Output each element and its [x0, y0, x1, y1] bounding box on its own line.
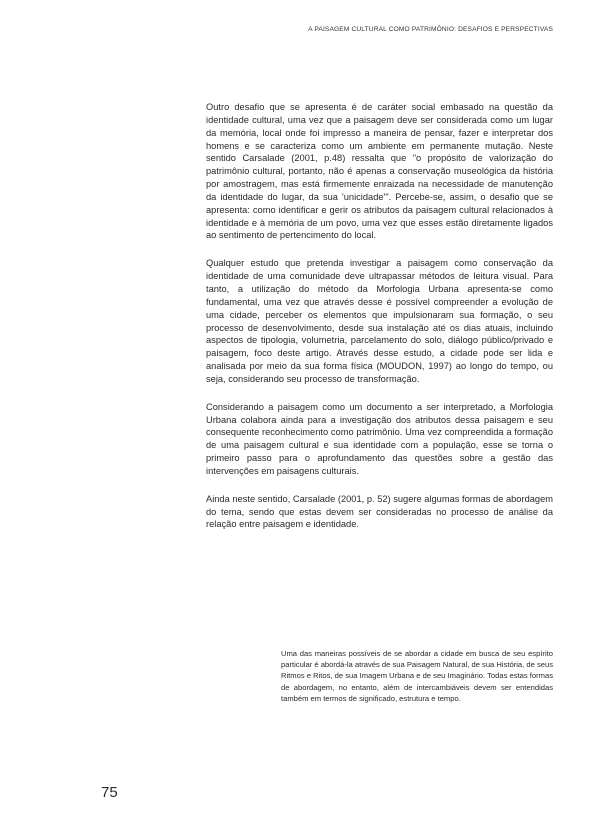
- paragraph-2: Qualquer estudo que pretenda investigar a paisagem como conservação da identidade de uma comunidade deve ultrapassar métodos de leitura visual. Para tanto, a utilização do método da Morfologia Urbana apresenta-se como fundamental, uma vez que através desse é possível compreender a evolução de uma cidade, perceber os elementos que impulsionaram sua formação, o seu processo de desenvolvimento, desde sua instalação até os dias atuais, incluindo aspectos de tipologia, volumetria, parcelamento do solo, diálogo público/privado e paisagem, foco deste artigo. Através desse estudo, a cidade pode ser lida e analisada por meio da sua forma física (MOUDON, 1997) ao longo do tempo, ou seja, considerando seu processo de transformação.: [206, 258, 553, 384]
- paragraph-3: Considerando a paisagem como um documento a ser interpretado, a Morfologia Urbana colabora ainda para a investigação dos atributos dessa paisagem e seu consequente reconhecimento como patrimônio. Uma vez compreendida a formação de uma paisagem cultural e sua identidade com a população, esse se torna o primeiro passo para o aprofundamento das questões sobre a gestão das intervenções em paisagens culturais.: [206, 401, 553, 476]
- body-text-column: [206, 101, 553, 546]
- page-number: 75: [101, 784, 118, 801]
- block-quote: Uma das maneiras possíveis de se abordar a cidade em busca de seu espírito particular é abordá-la através de sua Paisagem Natural, de sua História, de seus Ritmos e Ritos, de sua Imagem Urbana e de seu Imaginário. Todas estas formas de abordagem, no entanto, além de intercambiáveis devem ser entendidas também em termos de significado, estrutura e tempo.: [281, 649, 553, 703]
- paragraph-1: Outro desafio que se apresenta é de caráter social embasado na questão da identidade cultural, uma vez que a paisagem deve ser considerada como um lugar da memória, local onde foi impresso a maneira de pensar, fazer e interpretar dos homens e se caracteriza como um ambiente em permanente mutação. Neste sentido Carsalade (2001, p.48) ressalta que "o propósito de valorização do patrimônio cultural, portanto, não é apenas a conservação museológica da história por amostragem, mas está firmemente enraizada na necessidade de manutenção da identidade do lugar, da sua 'unicidade'". Percebe-se, assim, o desafio que se apresenta: como identificar e gerir os atributos da paisagem cultural relacionados à identidade e à memória de um povo, uma vez que esses estão diretamente ligados ao sentimento de pertencimento do local.: [206, 102, 553, 241]
- running-header: A PAISAGEM CULTURAL COMO PATRIMÔNIO: DESAFIOS E PERSPECTIVAS: [308, 26, 553, 33]
- paragraph-4: Ainda neste sentido, Carsalade (2001, p. 52) sugere algumas formas de abordagem do tema, sendo que estas devem ser consideradas no processo de análise da relação entre paisagem e identidade.: [206, 493, 553, 530]
